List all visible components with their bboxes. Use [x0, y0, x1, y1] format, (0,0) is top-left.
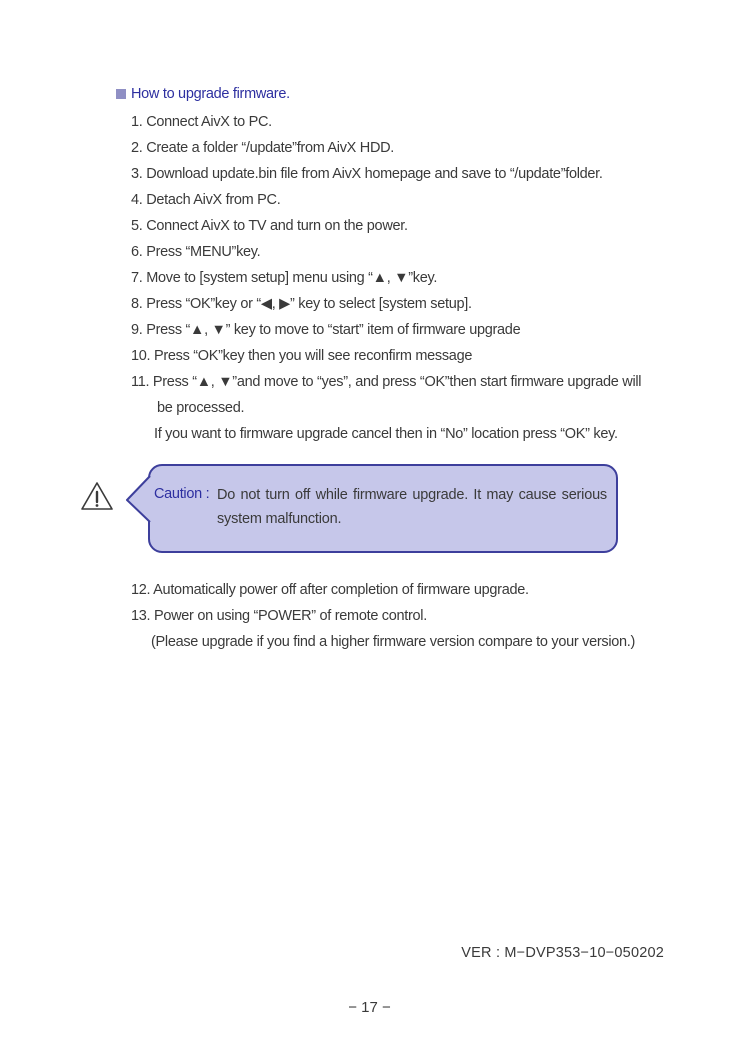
warning-triangle-icon	[80, 481, 114, 511]
caution-callout	[148, 464, 618, 553]
step-7: 7. Move to [system setup] menu using “▲, ▼”key.	[131, 270, 438, 286]
step-4: 4. Detach AivX from PC.	[131, 192, 281, 208]
step-11-cancel-note: If you want to firmware upgrade cancel then in “No” location press “OK” key.	[154, 426, 618, 442]
caution-label: Caution :	[154, 486, 210, 502]
page-number: − 17 −	[348, 999, 391, 1016]
step-11-continued: be processed.	[157, 400, 245, 416]
upgrade-recommendation-note: (Please upgrade if you find a higher firmware version compare to your version.)	[151, 634, 636, 650]
section-title	[116, 86, 290, 102]
step-3: 3. Download update.bin file from AivX homepage and save to “/update”folder.	[131, 166, 603, 182]
caution-text-line1: Do not turn off while firmware upgrade. It may cause serious	[217, 487, 607, 503]
section-title-text: How to upgrade firmware.	[131, 86, 290, 102]
step-6: 6. Press “MENU”key.	[131, 244, 261, 260]
step-1: 1. Connect AivX to PC.	[131, 114, 272, 130]
step-10: 10. Press “OK”key then you will see reconfirm message	[131, 348, 473, 364]
caution-text-line2: system malfunction.	[217, 511, 342, 527]
step-9: 9. Press “▲, ▼” key to move to “start” item of firmware upgrade	[131, 322, 521, 338]
step-13: 13. Power on using “POWER” of remote control.	[131, 608, 427, 624]
step-11: 11. Press “▲, ▼”and move to “yes”, and press “OK”then start firmware upgrade will	[131, 374, 642, 390]
step-8: 8. Press “OK”key or “◀, ▶” key to select [system setup].	[131, 296, 472, 312]
step-12: 12. Automatically power off after completion of firmware upgrade.	[131, 582, 529, 598]
square-bullet-icon	[116, 89, 126, 99]
version-label: VER : M−DVP353−10−050202	[461, 945, 664, 961]
step-2: 2. Create a folder “/update”from AivX HDD.	[131, 140, 395, 156]
step-5: 5. Connect AivX to TV and turn on the power.	[131, 218, 408, 234]
